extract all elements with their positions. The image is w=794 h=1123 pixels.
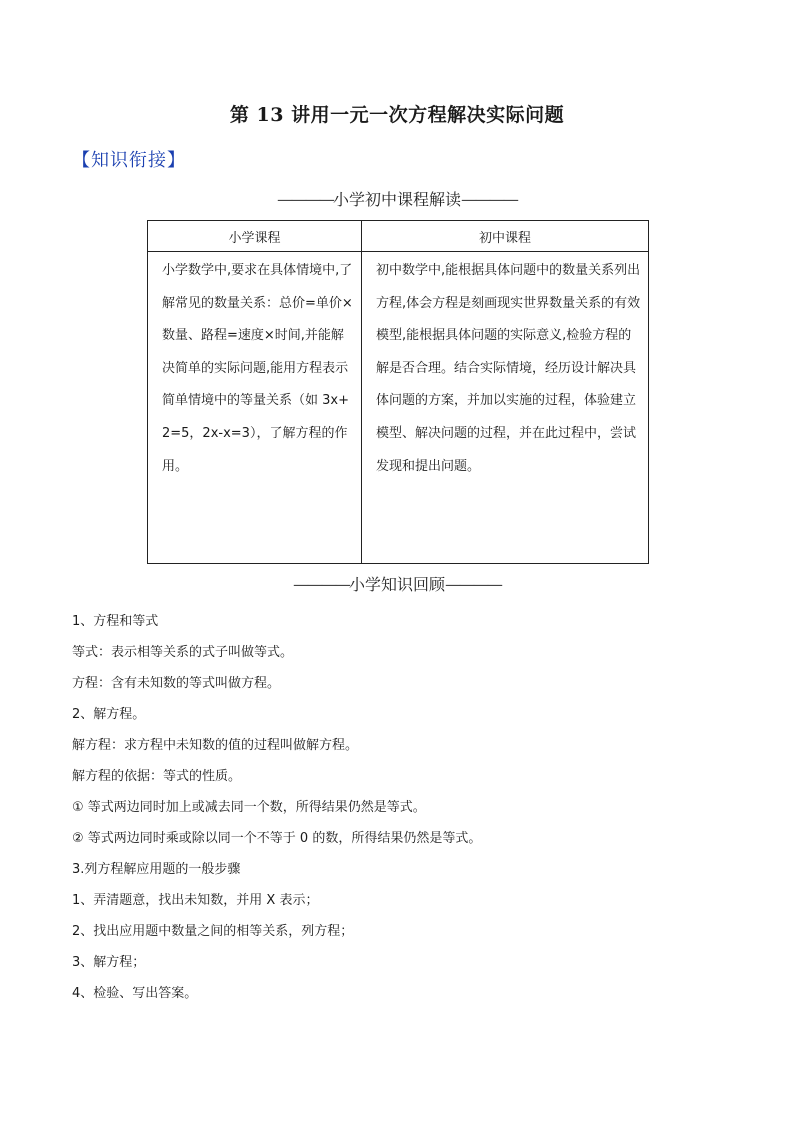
course-comparison-table: [147, 220, 649, 564]
list-item: ② 等式两边同时乘或除以同一个不等于 0 的数，所得结果仍然是等式。: [72, 831, 482, 846]
list-item: 4、检验、写出答案。: [72, 986, 198, 1001]
list-item: 1、弄清题意，找出未知数，并用 X 表示；: [72, 893, 319, 908]
list-item: 2、解方程。: [72, 707, 146, 722]
list-item: 方程：含有未知数的等式叫做方程。: [72, 676, 281, 691]
list-item: 解方程：求方程中未知数的值的过程叫做解方程。: [72, 738, 359, 753]
list-item: 1、方程和等式: [72, 614, 159, 629]
dash-line-left: ————: [292, 575, 349, 594]
list-item: 3、解方程；: [72, 955, 146, 970]
list-item: ① 等式两边同时加上或减去同一个数，所得结果仍然是等式。: [72, 800, 426, 815]
dash-line-right: ————: [445, 575, 501, 594]
dash-line-left: ————: [276, 190, 333, 209]
middle-course-header: 初中课程: [362, 221, 649, 252]
list-item: 3.列方程解应用题的一般步骤: [72, 862, 241, 877]
list-item: 解方程的依据：等式的性质。: [72, 769, 242, 784]
knowledge-link-heading: 【知识衔接】: [72, 150, 186, 171]
list-item: 等式：表示相等关系的式子叫做等式。: [72, 645, 294, 660]
dash-line-right: ————: [461, 190, 517, 209]
course-interpretation-heading: [0, 187, 794, 210]
primary-course-cell: 小学数学中,要求在具体情境中,了解常见的数量关系：总价=单价×数量、路程=速度×时间,并能解决简单的实际问题,能用方程表示简单情境中的等量关系（如 3x+2=5，2x-x=3），了解方程的作用。: [148, 252, 362, 564]
page-title: 第 13 讲用一元一次方程解决实际问题: [229, 104, 565, 126]
primary-course-header: 小学课程: [148, 221, 362, 252]
primary-review-heading: [0, 572, 794, 595]
list-item: 2、找出应用题中数量之间的相等关系，列方程；: [72, 924, 354, 939]
primary-review-label: 小学知识回顾: [348, 575, 445, 594]
course-interpretation-label: 小学初中课程解读: [332, 190, 461, 209]
middle-course-cell: 初中数学中,能根据具体问题中的数量关系列出方程,体会方程是刻画现实世界数量关系的有效模型,能根据具体问题的实际意义,检验方程的解是否合理。结合实际情境，经历设计解决具体问题的方案，并加以实施的过程，体验建立模型、解决问题的过程，并在此过程中，尝试发现和提出问题。: [362, 252, 649, 564]
review-content: [72, 608, 732, 1011]
